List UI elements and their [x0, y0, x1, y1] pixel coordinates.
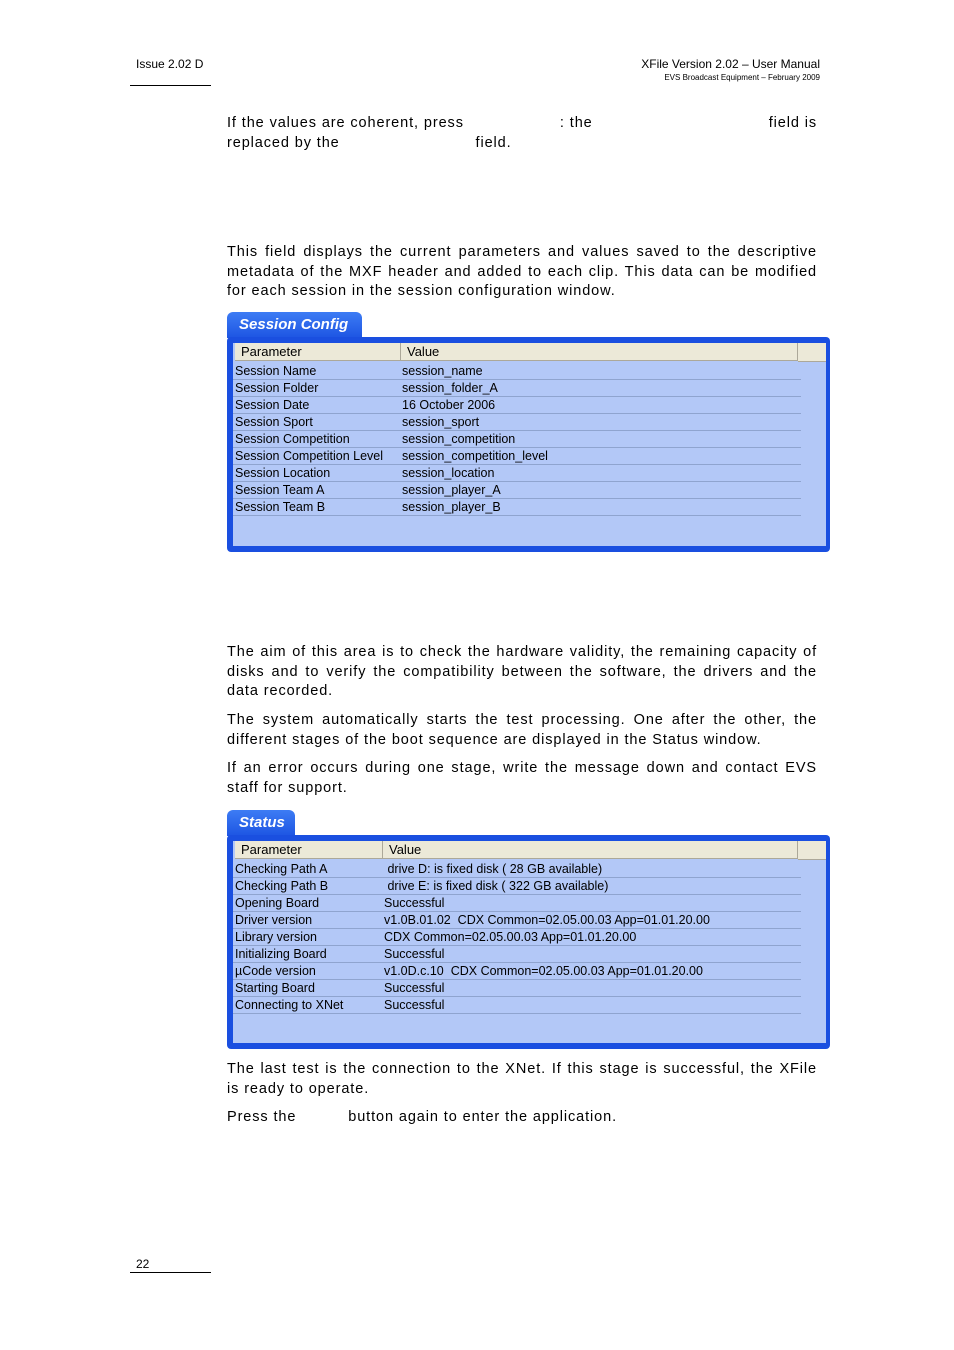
row-value: session_location: [402, 466, 495, 480]
row-value: session_competition_level: [402, 449, 548, 463]
row-value: 16 October 2006: [402, 398, 496, 412]
row-parameter: Session Team A: [235, 483, 325, 497]
row-parameter: Session Team B: [235, 500, 326, 514]
table-row[interactable]: [233, 997, 798, 1014]
paragraph-coherent-values: [227, 114, 817, 153]
paragraph-metadata: This field displays the current parameters and values saved to the descriptive metadata of the MXF header and added to each clip. This data can be modified for each session in the session configuration window.: [227, 244, 817, 299]
row-value: Successful: [384, 947, 445, 961]
column-header-parameter[interactable]: Parameter: [235, 343, 401, 361]
status-table: [233, 841, 826, 1043]
row-value: v1.0D.c.10 CDX Common=02.05.00.03 App=01.01.20.00: [384, 964, 703, 978]
footer-rule: [130, 1272, 211, 1273]
table-row[interactable]: [233, 963, 798, 980]
row-value: drive E: is fixed disk ( 322 GB available): [384, 879, 609, 893]
row-parameter: Session Competition Level: [235, 449, 383, 463]
header-rule: [130, 85, 211, 86]
row-value: session_sport: [402, 415, 480, 429]
row-parameter: Starting Board: [235, 981, 315, 995]
manual-subtitle: EVS Broadcast Equipment – February 2009: [664, 73, 820, 82]
row-value: session_folder_A: [402, 381, 498, 395]
p1-text-a: If the values are coherent, press: [227, 115, 464, 131]
row-value: drive D: is fixed disk ( 28 GB available): [384, 862, 603, 876]
status-frame: [227, 835, 830, 1049]
manual-title: XFile Version 2.02 – User Manual: [641, 57, 820, 71]
row-value: Successful: [384, 981, 445, 995]
row-parameter: Session Name: [235, 364, 317, 378]
issue-label: Issue 2.02 D: [136, 57, 204, 71]
row-parameter: Connecting to XNet: [235, 998, 344, 1012]
paragraph-error: If an error occurs during one stage, write the message down and contact EVS staff for support.: [227, 760, 817, 796]
session-config-tab: Session Config: [227, 312, 362, 338]
row-value: session_name: [402, 364, 483, 378]
page-number: 22: [136, 1257, 150, 1271]
row-parameter: Session Folder: [235, 381, 319, 395]
table-row[interactable]: [233, 980, 798, 997]
table-row[interactable]: [233, 414, 798, 431]
row-value: session_competition: [402, 432, 516, 446]
row-parameter: Checking Path B: [235, 879, 329, 893]
table-row[interactable]: [233, 895, 798, 912]
row-value: CDX Common=02.05.00.03 App=01.01.20.00: [384, 930, 637, 944]
row-value: Successful: [384, 998, 445, 1012]
column-header-value[interactable]: Value: [401, 343, 798, 361]
paragraph-last-test: The last test is the connection to the XNet. If this stage is successful, the XFile is ready to operate.: [227, 1061, 817, 1097]
table-row[interactable]: [233, 380, 798, 397]
row-value: session_player_B: [402, 500, 501, 514]
row-parameter: Checking Path A: [235, 862, 328, 876]
table-row[interactable]: [233, 946, 798, 963]
row-parameter: Session Date: [235, 398, 310, 412]
row-parameter: Initializing Board: [235, 947, 327, 961]
table-row[interactable]: [233, 929, 798, 946]
table-row[interactable]: [233, 363, 798, 380]
column-header-filler: [798, 343, 826, 362]
row-parameter: Opening Board: [235, 896, 320, 910]
table-row[interactable]: [233, 499, 798, 516]
session-config-panel: [227, 312, 830, 552]
row-divider: [233, 1013, 801, 1014]
status-panel: [227, 810, 830, 1049]
row-value: Successful: [384, 896, 445, 910]
column-header-filler: [798, 841, 826, 860]
column-header-value[interactable]: Value: [383, 841, 798, 859]
table-row[interactable]: [233, 861, 798, 878]
p1-text-e: field.: [475, 134, 512, 151]
row-value: v1.0B.01.02 CDX Common=02.05.00.03 App=01.01.20.00: [384, 913, 710, 927]
table-row[interactable]: [233, 878, 798, 895]
column-header-parameter[interactable]: Parameter: [235, 841, 383, 859]
row-parameter: Session Location: [235, 466, 331, 480]
p1-text-c: field is: [768, 115, 817, 131]
status-tab: Status: [227, 810, 295, 836]
paragraph-boot-sequence: The system automatically starts the test processing. One after the other, the different stages of the boot sequence are displayed in the Status window.: [227, 712, 817, 748]
table-row[interactable]: [233, 482, 798, 499]
table-row[interactable]: [233, 397, 798, 414]
row-parameter: Session Competition: [235, 432, 350, 446]
table-row[interactable]: [233, 465, 798, 482]
row-parameter: µCode version: [235, 964, 316, 978]
paragraph-aim: The aim of this area is to check the hardware validity, the remaining capacity of disks and to verify the compatibility between the software, the drivers and the data recorded.: [227, 644, 817, 699]
table-row[interactable]: [233, 431, 798, 448]
row-divider: [233, 515, 801, 516]
table-row[interactable]: [233, 912, 798, 929]
session-config-table: [233, 343, 826, 546]
paragraph-press-button: [227, 1108, 817, 1128]
row-parameter: Library version: [235, 930, 317, 944]
row-value: session_player_A: [402, 483, 501, 497]
p1-text-d: replaced by the: [227, 134, 340, 151]
p1-text-b: : the: [559, 115, 593, 131]
table-row[interactable]: [233, 448, 798, 465]
session-config-frame: [227, 337, 830, 552]
row-parameter: Session Sport: [235, 415, 313, 429]
p7-text-b: button again to enter the application.: [348, 1109, 618, 1125]
row-parameter: Driver version: [235, 913, 313, 927]
p7-text-a: Press the: [227, 1109, 297, 1125]
